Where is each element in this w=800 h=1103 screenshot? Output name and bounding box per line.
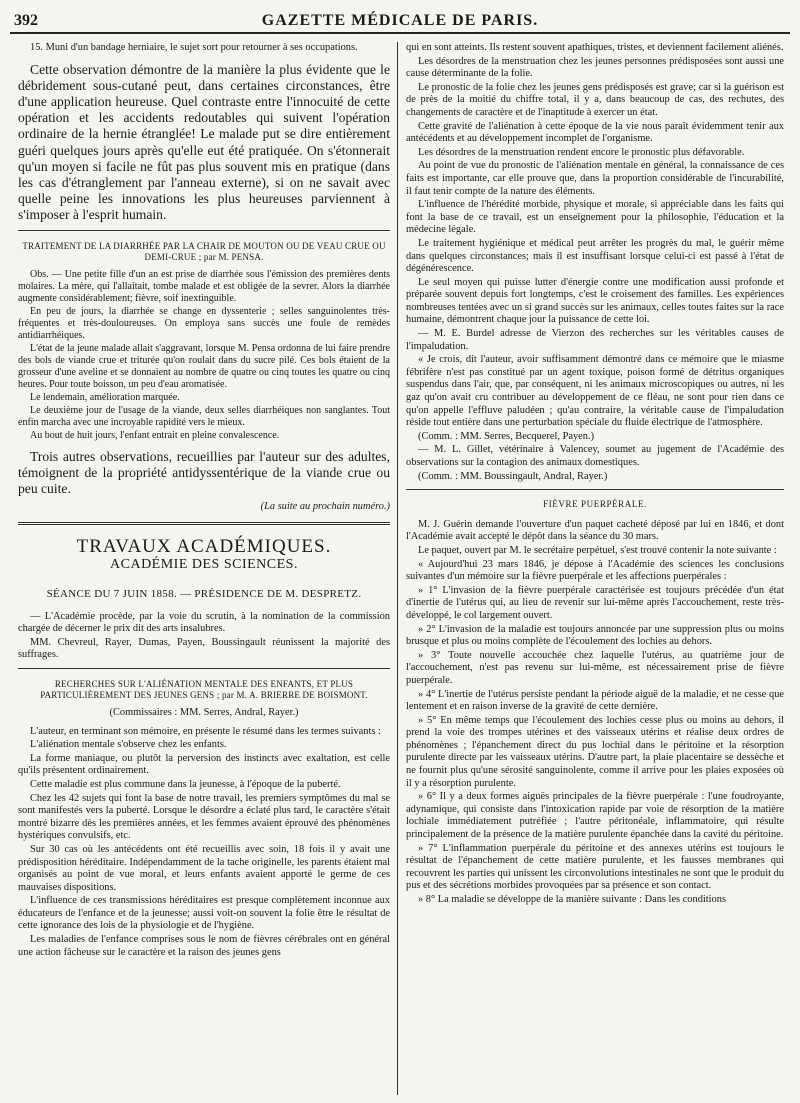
page-number: 392 — [14, 12, 38, 29]
paragraph: En peu de jours, la diarrhée se change en dyssenterie ; selles sanguinolentes très-fréquentes et très-douloureuses. On employa sans succès une foule de remèdes antidiarrhéiques. — [18, 305, 390, 341]
article-heading: RECHERCHES SUR L'ALIÉNATION MENTALE DES ENFANTS, ET PLUS PARTICULIÈREMENT DES JEUNES GENS ; par M. A. BRIERRE DE BOISMONT. — [40, 678, 368, 700]
divider — [18, 230, 390, 231]
paragraph: Le paquet, ouvert par M. le secrétaire perpétuel, s'est trouvé contenir la note suivante : — [418, 544, 777, 556]
paragraph: L'état de la jeune malade allait s'aggravant, lorsque M. Pensa ordonna de lui faire prendre des bols de viande crue et triturée qu'on roulait dans du sucre pilé. Ces bols étaient de la grosseur d'une aveline et se donnaient au nombre de quatre ou cinq toutes les quatre ou cinq heures. Pour toute boisson, un peu d'eau aromatisée. — [18, 342, 390, 390]
running-title: GAZETTE MÉDICALE DE PARIS. — [261, 12, 539, 29]
paragraph: Le deuxième jour de l'usage de la viande, deux selles diarrhéiques non sanglantes. Tout enfin marcha avec une incroyable rapidité vers le mieux. — [18, 404, 390, 428]
paragraph: L'influence de ces transmissions héréditaires est presque complètement inconnue aux éducateurs de l'enfance et de la jeunesse; aussi voit-on souvent la folie être le résultat de cette ignorance des lois de la physiologie et de l'hygiène. — [18, 895, 390, 932]
divider — [18, 668, 390, 669]
paragraph: Cette maladie est plus commune dans la jeunesse, à l'époque de la puberté. — [30, 778, 341, 790]
paragraph: Au point de vue du pronostic de l'aliénation mentale en général, la connaissance de ces faits est importante, car elle prouve que, dans la proportion considérable de l'incurabilité, il faut tenir compte de la nature des éléments. — [406, 160, 784, 197]
section-divider — [18, 522, 390, 525]
paragraph: Obs. — Une petite fille d'un an est prise de diarrhée sous l'émission des premières dents molaires. La mère, qui l'allaitait, tombe malade et est obligée de la sevrer. Alors la diarrhée augmente considérablement; fièvre, soif inextinguible. — [18, 268, 390, 304]
paragraph: L'auteur, en terminant son mémoire, en présente le résumé dans les termes suivants : — [30, 725, 381, 737]
paragraph: « Aujourd'hui 23 mars 1846, je dépose à l'Académie des sciences les conclusions suivantes d'un mémoire sur la fièvre puerpérale et les affections puerpérales : — [406, 558, 784, 583]
paragraph: Le traitement hygiénique et médical peut arrêter les progrès du mal, le guérir même dans quelques circonstances; mais il est insuffisant lorsque celui-ci est passé à l'état de dégénérescence. — [406, 237, 784, 275]
article-heading: TRAITEMENT DE LA DIARRHÉE PAR LA CHAIR DE MOUTON OU DE VEAU CRUE OU DEMI-CRUE ; par M. PENSA. — [22, 240, 386, 262]
commissioners-line: (Commissaires : MM. Serres, Andral, Rayer.) — [109, 706, 299, 718]
paragraph: — L'Académie procède, par la voie du scrutin, à la nomination de la commission chargée de décerner le prix dit des arts insalubres. — [18, 610, 390, 635]
paragraph: Le pronostic de la folie chez les jeunes gens prédisposés est grave; car si la guérison est de près de la moitié du chiffre total, il y a, dans beaucoup de cas, des rechutes, des changements de caractère et de l'inaptitude à exercer un état. — [406, 81, 784, 118]
commission-line: (Comm. : MM. Boussingault, Andral, Rayer.) — [418, 470, 608, 482]
paragraph: » 7° L'inflammation puerpérale du péritoine et des annexes utérins est toujours le résultat de l'épanchement de cette matière purulente, et les fausses membranes qui recouvrent les parties qui unissent les circonvolutions intestinales ne sont que le produit du pus et des sécrétions morbides provoquées par sa présence et son contact. — [406, 842, 784, 892]
paragraph: Les désordres de la menstruation chez les jeunes personnes prédisposées sont aussi une cause déterminante de la folie. — [406, 55, 784, 80]
paragraph: Chez les 42 sujets qui font la base de notre travail, les premiers symptômes du mal se sont manifestés vers la puberté. Lorsque le désordre a éclaté plus tard, le caractère s'était montré bizarre dès les premières années, et les femmes avaient éprouvé des phénomènes hystériques convulsifs, etc. — [18, 792, 390, 842]
paragraph: MM. Chevreul, Rayer, Dumas, Payen, Boussingault réunissent la majorité des suffrages. — [18, 636, 390, 661]
paragraph: 15. Muni d'un bandage herniaire, le sujet sort pour retourner à ses occupations. — [30, 42, 358, 53]
subsection-title: ACADÉMIE DES SCIENCES. — [110, 557, 298, 573]
right-column — [406, 42, 784, 1097]
column-rule — [397, 42, 398, 1095]
paragraph: » 8° La maladie se développe de la manière suivante : Dans les conditions — [418, 894, 726, 905]
paragraph: Cette gravité de l'aliénation à cette époque de la vie nous paraît évidemment tenir aux antécédents et au développement incomplet de l'organisme. — [406, 120, 784, 145]
paragraph: » 5° En même temps que l'écoulement des lochies cesse plus ou moins au dehors, il prend la voie des trompes utérines et des vaisseaux utérins et réalise deux ordres de phénomènes ; l'épanchement direct du pus lochial dans le péritoine et la résorption purulente directe par les vaisseaux utérins. D'autre part, la plaie placentaire se dessèche et ne fournit plus qu'une sérosité sanguinolente, comme il arrive pour les plaies exposées où il y a résorption purulente. — [406, 714, 784, 789]
paragraph: Les désordres de la menstruation rendent encore le pronostic plus défavorable. — [418, 146, 745, 158]
paragraph: — M. L. Gillet, vétérinaire à Valencey, soumet au jugement de l'Académie des observations sur la contagion des animaux domestiques. — [406, 444, 784, 468]
paragraph: M. J. Guérin demande l'ouverture d'un paquet cacheté déposé par lui en 1846, et dont l'Académie avait accepté le dépôt dans la séance du 30 mars. — [406, 518, 784, 543]
continued-note: (La suite au prochain numéro.) — [260, 501, 390, 513]
divider — [406, 489, 784, 490]
paragraph: Au bout de huit jours, l'enfant entrait en pleine convalescence. — [30, 429, 280, 441]
paragraph: qui en sont atteints. Ils restent souvent apathiques, tristes, et deviennent facilement aliénés. — [406, 42, 784, 53]
paragraph: L'aliénation mentale s'observe chez les enfants. — [30, 739, 227, 751]
paragraph: » 2° L'invasion de la maladie est toujours annoncée par une suppression plus ou moins brusque et plus ou moins complète de l'écoulement des lochies au dehors. — [406, 623, 784, 648]
page-header — [10, 12, 790, 34]
paragraph: L'influence de l'hérédité morbide, physique et morale, si appréciable dans les faits qui font la base de ce travail, est un enseignement pour la philosophie, l'éducation et la médecine légale. — [406, 199, 784, 236]
paragraph: » 1° L'invasion de la fièvre puerpérale caractérisée est toujours précédée d'un état d'inertie de l'utérus qui, au lieu de revenir sur lui-même après l'accouchement, reste très-développé, le col largement ouvert. — [406, 584, 784, 621]
paragraph: Sur 30 cas où les antécédents ont été recueillis avec soin, 18 fois il y avait une prédisposition héréditaire. Indépendamment de la tache originelle, les parents étaient mal organisés au point de vue moral, et leurs enfants avaient apporté le germe de ces mauvaises dispositions. — [18, 843, 390, 893]
section-title: TRAVAUX ACADÉMIQUES. — [76, 535, 332, 557]
paragraph: Trois autres observations, recueillies par l'auteur sur des adultes, témoignent de la propriété antidyssentérique de la viande crue ou peu cuite. — [18, 448, 390, 497]
paragraph: — M. E. Burdel adresse de Vierzon des recherches sur les véritables causes de l'impaludation. — [406, 328, 784, 352]
paragraph: » 6° Il y a deux formes aiguës principales de la fièvre puerpérale : l'une foudroyante, adynamique, qui consiste dans l'intoxication rapide par voie de résorption de la matière lochiale immédiatement putréfiée ; l'autre péritonéale, inflammatoire, qui résulte principalement de la présence de la matière purulente épanchée dans la cavité du péritoine. — [406, 791, 784, 841]
paragraph: » 3° Toute nouvelle accouchée chez laquelle l'utérus, au quatrième jour de l'accouchement, n'est pas revenu sur lui-même, est nécessairement prise de fièvre puerpérale. — [406, 649, 784, 686]
paragraph: « Je crois, dit l'auteur, avoir suffisamment démontré dans ce mémoire que le miasme fébrifère n'est pas constitué par un agent toxique, poison formé de détritus organiques suspendus dans l'air, que, par conséquent, ni les animaux microscopiques ou autres, ni les gaz qu'on avait cru contribuer au développement de ce fléau, ne sont pour rien dans ce qu'on appelle l'effluve paludéen ; qu'au contraire, la véritable cause de l'impaludation réside tout entière dans une perturbation spéciale du fluide électrique de l'atmosphère. — [406, 354, 784, 429]
paragraph: Les maladies de l'enfance comprises sous le nom de fièvres cérébrales ont en général une action fâcheuse sur le caractère et la raison des jeunes gens — [18, 934, 390, 958]
left-column — [18, 42, 390, 1097]
paragraph: » 4° L'inertie de l'utérus persiste pendant la période aiguë de la maladie, et ne cesse que lentement et en raison inverse de la gravité de cette dernière. — [406, 688, 784, 713]
paragraph: Cette observation démontre de la manière la plus évidente que le débridement sous-cutané peut, dans certaines circonstances, être d'une application heureuse. Quel contraste entre l'innocuité de cette opération et les accidents redoutables qui suivent l'opération ordinaire de la hernie étranglée! Le malade put se dire entièrement guéri quelques jours après qu'elle eut été pratiquée. On s'étonnerait qu'un moyen si facile ne fût pas plus souvent mis en pratique (dans les cas d'étranglement par l'anneau externe), si on ne savait avec quelle peine les innovations les plus heureuses parviennent à s'imposer à l'esprit humain. — [18, 61, 390, 223]
paragraph: Le seul moyen qui puisse lutter d'énergie contre une modification aussi profonde et préparée souvent depuis fort longtemps, c'est le croisement des familles. Les expériences nombreuses tentées avec un si grand succès sur les animaux, celles toutes faites sur la race humaine, démontrent chaque jour la puissance de cette loi. — [406, 276, 784, 326]
paragraph: La forme maniaque, ou plutôt la perversion des instincts avec exaltation, est celle qu'ils présentent ordinairement. — [18, 752, 390, 777]
session-line: SÉANCE DU 7 JUIN 1858. — PRÉSIDENCE DE M. DESPRETZ. — [46, 588, 362, 601]
commission-line: (Comm. : MM. Serres, Becquerel, Payen.) — [418, 430, 595, 442]
article-heading: FIÈVRE PUERPÉRALE. — [543, 499, 647, 510]
paragraph: Le lendemain, amélioration marquée. — [30, 391, 180, 403]
